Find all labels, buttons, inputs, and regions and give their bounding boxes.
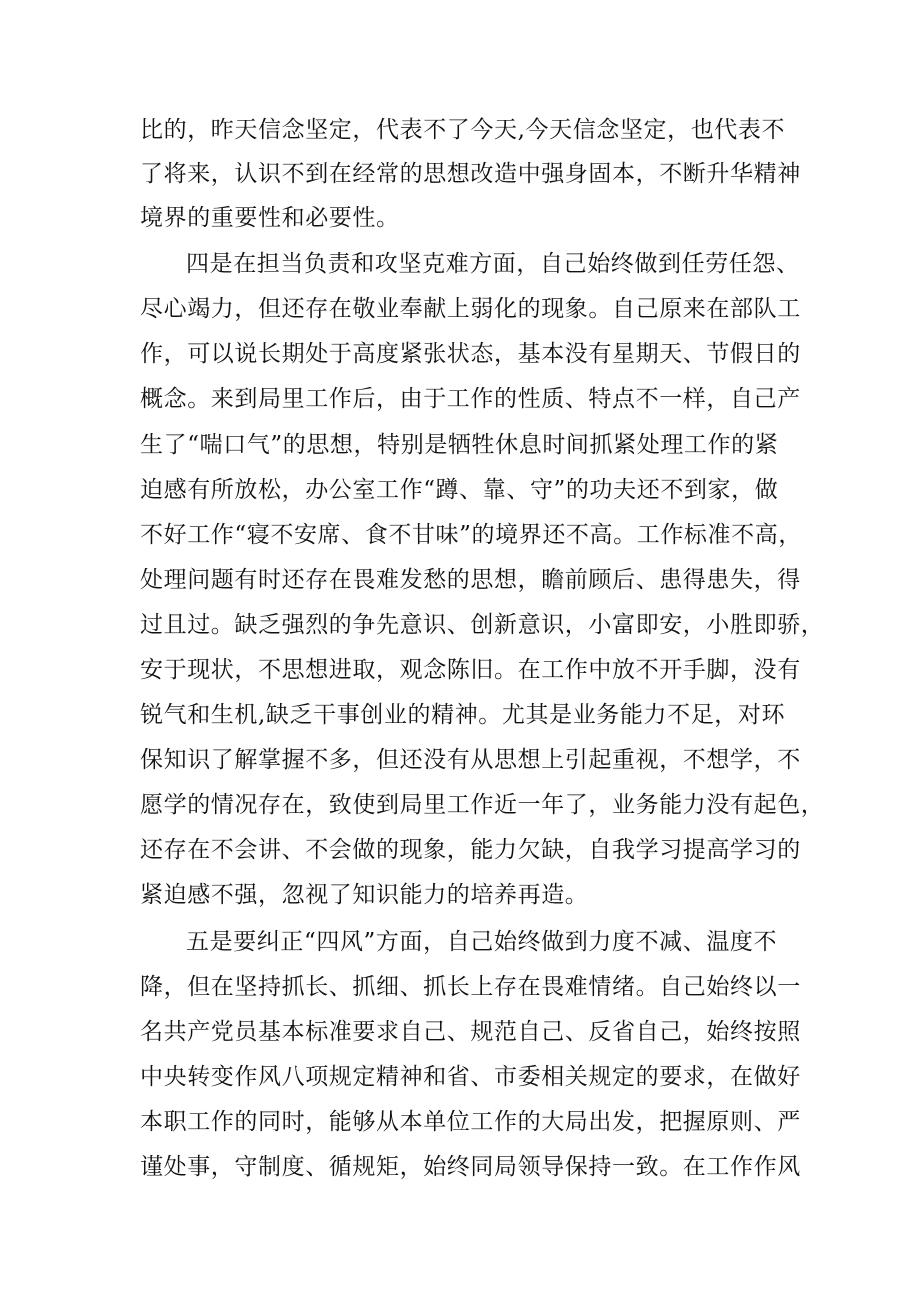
text-line: 作，可以说长期处于高度紧张状态，基本没有星期天、节假日的 [140, 341, 801, 367]
text-line: 谨处事，守制度、循规矩，始终同局领导保持一致。在工作作风 [140, 1154, 801, 1180]
text-line: 境界的重要性和必要性。 [140, 205, 400, 231]
text-line: 紧迫感不强，忽视了知识能力的培养再造。 [140, 882, 589, 908]
text-line: 愿学的情况存在，致使到局里工作近一年了，业务能力没有起色， [140, 792, 825, 818]
text-line: 中央转变作风八项规定精神和省、市委相关规定的要求，在做好 [140, 1064, 801, 1090]
text-line: 本职工作的同时，能够从本单位工作的大局出发，把握原则、严 [140, 1109, 801, 1135]
text-line: 概念。来到局里工作后，由于工作的性质、特点不一样，自己产 [140, 386, 801, 412]
text-line: 了将来，认识不到在经常的思想改造中强身固本，不断升华精神 [140, 161, 801, 187]
text-line: 生了“喘口气”的思想，特别是牺牲休息时间抓紧处理工作的紧 [140, 432, 779, 458]
text-line: 降，但在坚持抓长、抓细、抓长上存在畏难情绪。自己始终以一 [140, 974, 801, 1000]
paragraph-start-line: 四是在担当负责和攻坚克难方面，自己始终做到任劳任怨、 [186, 251, 800, 277]
text-line: 保知识了解掌握不多，但还没有从思想上引起重视，不想学，不 [140, 747, 801, 773]
text-line: 不好工作“寝不安席、食不甘味”的境界还不高。工作标准不高， [140, 522, 802, 548]
text-line: 过且过。缺乏强烈的争先意识、创新意识，小富即安，小胜即骄， [140, 612, 825, 638]
text-line: 尽心竭力，但还存在敬业奉献上弱化的现象。自己原来在部队工 [140, 296, 801, 322]
text-line: 还存在不会讲、不会做的现象，能力欠缺，自我学习提高学习的 [140, 837, 801, 863]
text-line: 名共产党员基本标准要求自己、规范自己、反省自己，始终按照 [140, 1019, 801, 1045]
text-line: 处理问题有时还存在畏难发愁的思想，瞻前顾后、患得患失，得 [140, 567, 801, 593]
paragraph-start-line: 五是要纠正“四风”方面，自己始终做到力度不减、温度不 [186, 929, 778, 955]
text-line: 比的，昨天信念坚定，代表不了今天,今天信念坚定，也代表不 [140, 117, 786, 143]
text-line: 锐气和生机,缺乏干事创业的精神。尤其是业务能力不足，对环 [140, 702, 786, 728]
text-line: 迫感有所放松，办公室工作“蹲、靠、守”的功夫还不到家，做 [140, 477, 779, 503]
text-line: 安于现状，不思想进取，观念陈旧。在工作中放不开手脚，没有 [140, 657, 801, 683]
